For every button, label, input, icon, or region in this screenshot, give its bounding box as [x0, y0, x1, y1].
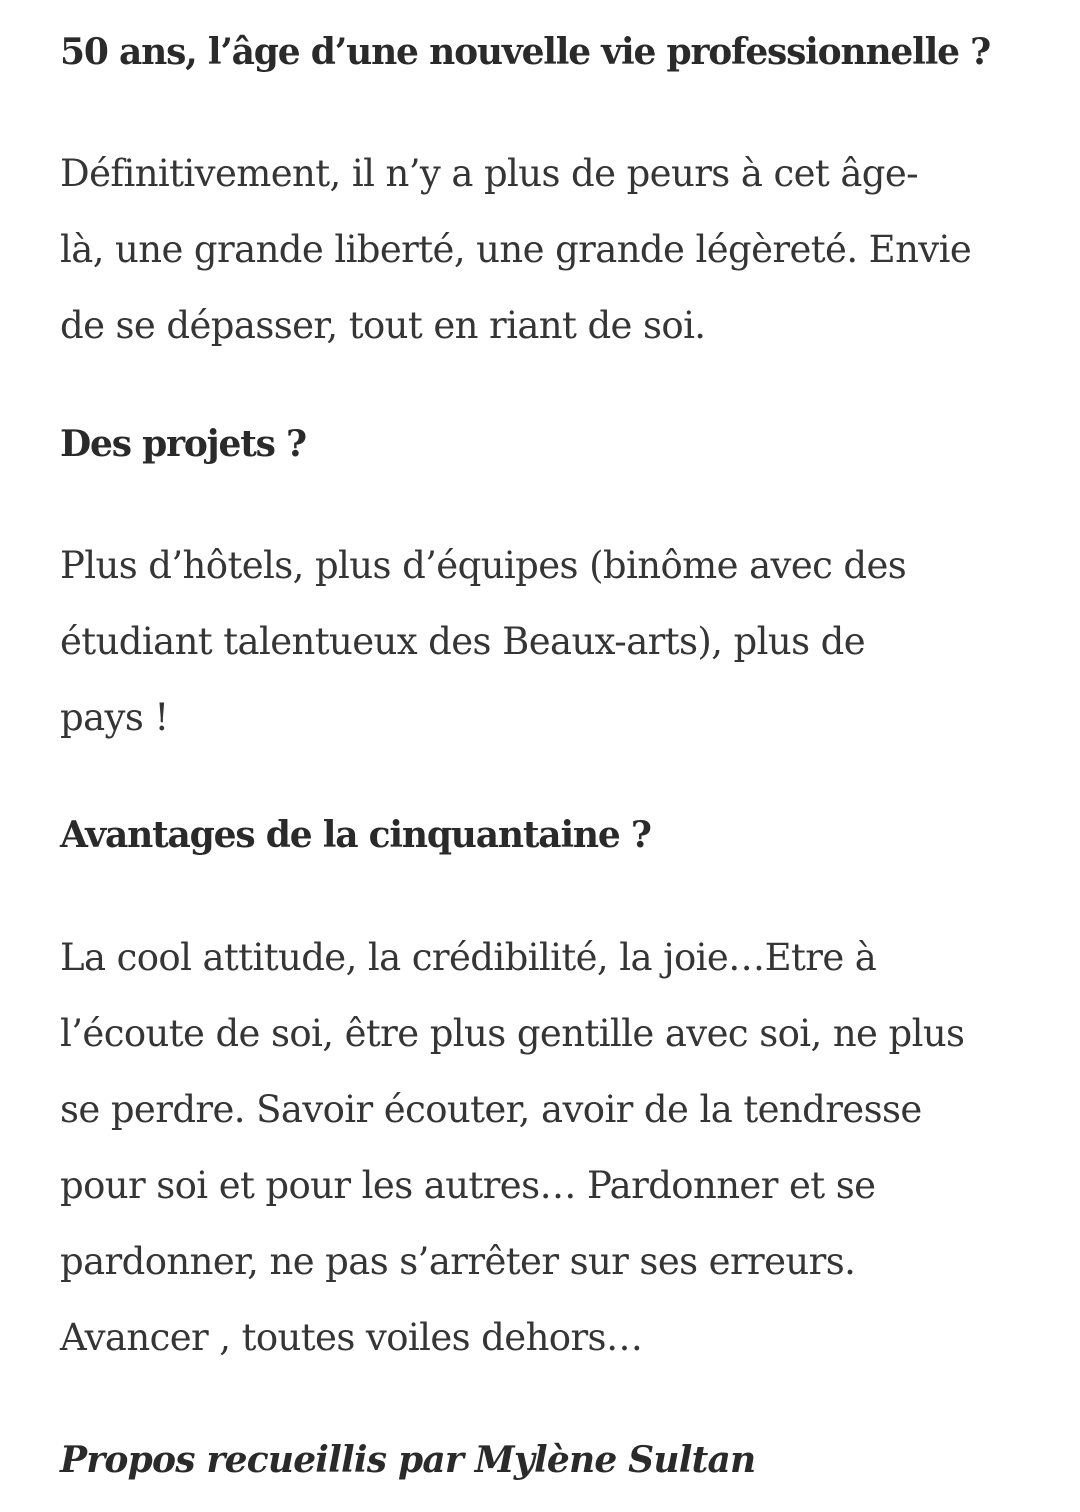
paragraph-line: se perdre. Savoir écouter, avoir de la tendresse [60, 1088, 922, 1131]
paragraph-line: étudiant talentueux des Beaux-arts), plus de [60, 620, 866, 663]
paragraph-line: pour soi et pour les autres… Pardonner et se [60, 1164, 876, 1207]
paragraph-line: de se dépasser, tout en riant de soi. [60, 304, 706, 347]
paragraph-line: pays ! [60, 696, 169, 739]
paragraph-line: La cool attitude, la crédibilité, la joie…Etre à [60, 936, 877, 979]
paragraph-line: là, une grande liberté, une grande légèreté. Envie [60, 228, 972, 271]
answer-paragraph-advantages [60, 920, 1035, 1376]
question-heading-age: 50 ans, l’âge d’une nouvelle vie professionnelle ? [60, 31, 991, 73]
paragraph-line: pardonner, ne pas s’arrêter sur ses erreurs. [60, 1240, 856, 1283]
answer-paragraph-projects [60, 528, 1035, 756]
paragraph-line: Définitivement, il n’y a plus de peurs à cet âge- [60, 152, 919, 195]
paragraph-line: Avancer , toutes voiles dehors… [60, 1316, 643, 1359]
question-heading-projects: Des projets ? [60, 423, 306, 465]
paragraph-line: l’écoute de soi, être plus gentille avec soi, ne plus [60, 1012, 965, 1055]
paragraph-line: Plus d’hôtels, plus d’équipes (binôme avec des [60, 544, 907, 587]
author-signature: Propos recueillis par Mylène Sultan [60, 1439, 756, 1481]
question-heading-advantages: Avantages de la cinquantaine ? [60, 814, 651, 856]
answer-paragraph-age [60, 136, 1035, 364]
